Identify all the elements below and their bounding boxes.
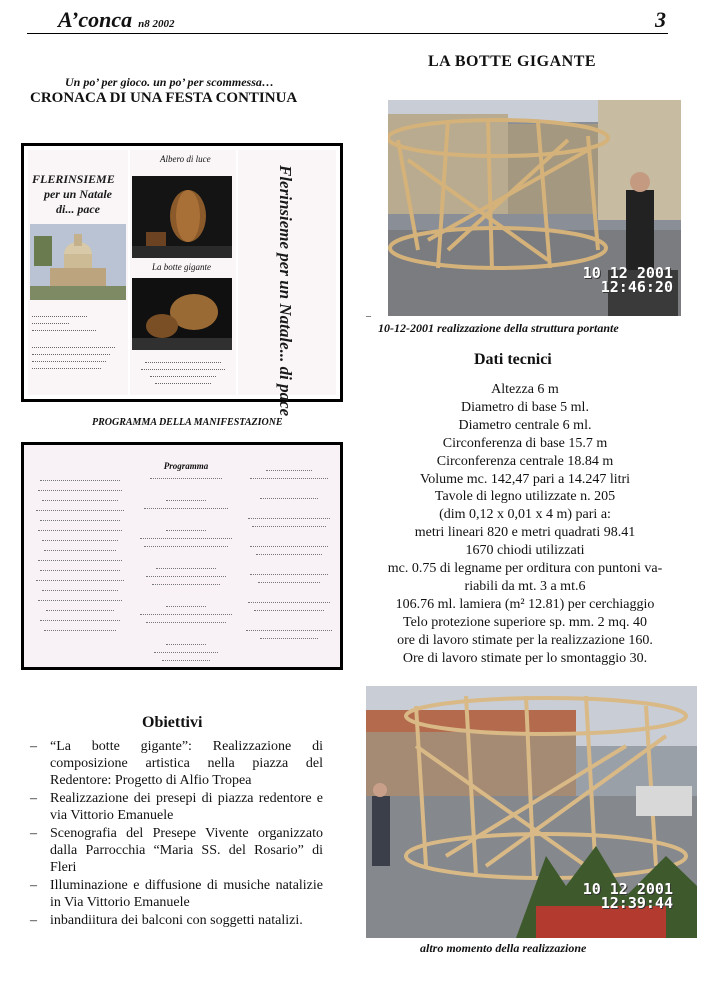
newsletter-title [58, 7, 175, 33]
tech-line: Diametro centrale 6 ml. [458, 417, 592, 433]
page-number: 3 [655, 7, 666, 32]
brochure-vertical-title: Flerinsieme per un Natale... di pace [276, 165, 295, 417]
list-item: – inbandiitura dei balconi con soggetti natalizi. [30, 913, 303, 928]
cover-small-text [32, 310, 124, 369]
barrel-render-1 [132, 176, 232, 258]
tech-line: Circonferenza di base 15.7 m [442, 435, 608, 451]
brochure-panel-right [238, 150, 336, 417]
list-item: – Scenografia del Presepe Vivente organizzato dalla Parrocchia “Maria SS. del Rosario” di Fleri [30, 826, 323, 875]
brochure-cover-title: FLERINSIEME per un Natale di... pace [32, 172, 115, 216]
tech-line: Altezza 6 m [491, 382, 559, 397]
obiettivi-list [28, 738, 323, 930]
barrel-render-2 [132, 278, 232, 350]
tech-line: metri lineari 820 e metri quadrati 98.41 [414, 525, 636, 541]
obiettivi-title: Obiettivi [142, 714, 203, 731]
section-title: LA BOTTE GIGANTE [428, 53, 597, 70]
construction-photo-1 [388, 100, 681, 316]
tech-line: 1670 chiodi utilizzati [465, 543, 585, 559]
tech-line: Volume mc. 142,47 pari a 14.247 litri [419, 471, 631, 487]
program-image [21, 442, 343, 670]
construction-photo-2 [366, 686, 697, 938]
article-headline: CRONACA DI UNA FESTA CONTINUA [30, 90, 298, 106]
masthead-name: A’conca [58, 7, 133, 32]
tech-line: (dim 0,12 x 0,01 x 4 m) pari a: [439, 507, 611, 523]
program-column-left [34, 471, 126, 633]
tech-line: Telo protezione superiore sp. mm. 2 mq. 40 [403, 614, 647, 630]
panel-small-text [136, 356, 230, 384]
tech-line: mc. 0.75 di legname per orditura con puntoni va- [387, 561, 663, 577]
church-illustration [30, 224, 126, 300]
photo-1-caption: 10-12-2001 realizzazione della struttura portante [378, 321, 619, 335]
tech-line: Ore di lavoro stimate per lo smontaggio 30. [402, 650, 648, 666]
panel-caption-2: La botte gigante [152, 262, 211, 272]
photo-1-timestamp: 10 12 2001 12:46:20 [582, 264, 673, 296]
brochure-cover [28, 150, 128, 395]
program-column-right [246, 463, 332, 641]
panel-caption-1: Albero di luce [160, 154, 211, 164]
tech-line: Diametro di base 5 ml. [461, 399, 589, 415]
brochure-image [21, 143, 343, 417]
photo-1-dash: – [366, 311, 371, 322]
tech-line: 106.76 ml. lamiera (m² 12.81) per cerchiaggio [395, 596, 655, 612]
header-rule [27, 33, 668, 34]
brochure-panel-middle [130, 150, 236, 395]
photo-2-timestamp: 10 12 2001 12:39:44 [582, 880, 673, 912]
tech-line: Tavole di legno utilizzate n. 205 [434, 489, 616, 505]
brochure-caption: PROGRAMMA DELLA MANIFESTAZIONE [92, 417, 283, 428]
tech-line: ore di lavoro stimate per la realizzazione 160. [397, 632, 653, 648]
program-heading: Programma [163, 461, 209, 471]
list-item: – “La botte gigante”: Realizzazione di composizione artistica nella piazza del Redentore: Progetto di Alfio Tropea [30, 739, 323, 788]
list-item: – Realizzazione dei presepi di piazza redentore e via Vittorio Emanuele [30, 791, 323, 823]
dati-tecnici-title: Dati tecnici [474, 351, 552, 368]
tech-line: Circonferenza centrale 18.84 m [436, 453, 614, 469]
tech-line: riabili da mt. 3 a mt.6 [464, 578, 586, 594]
article-kicker: Un po’ per gioco. un po’ per scommessa… [65, 75, 274, 89]
list-item: – Illuminazione e diffusione di musiche natalizie in Via Vittorio Emanuele [30, 878, 323, 910]
photo-2-caption: altro momento della realizzazione [420, 941, 587, 955]
program-column-middle [136, 461, 236, 663]
issue-number: n8 2002 [138, 18, 175, 30]
dati-tecnici-list [360, 381, 690, 668]
